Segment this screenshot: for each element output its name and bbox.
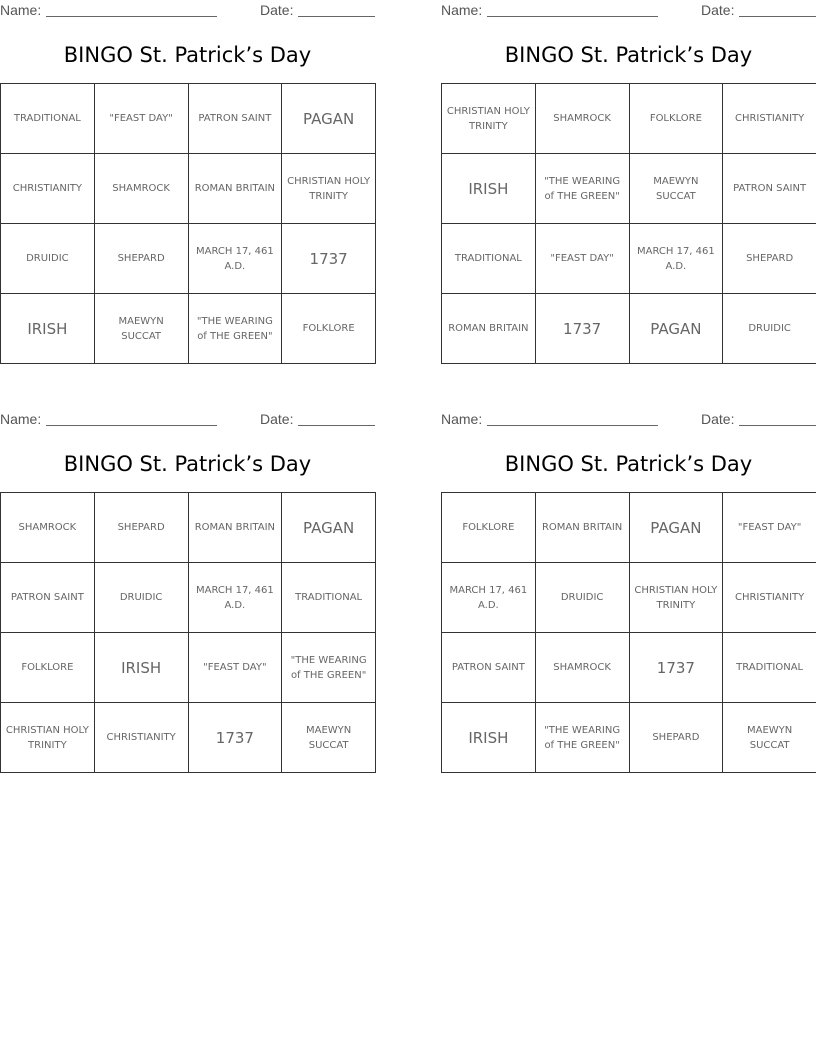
bingo-cell: PAGAN [282,84,376,154]
bingo-cell: DRUIDIC [1,224,95,294]
bingo-cell: SHAMROCK [94,154,188,224]
date-label: Date: [701,2,735,18]
bingo-cell: CHRISTIANITY [723,84,816,154]
bingo-cell: SHEPARD [94,493,188,563]
name-date-row [0,411,375,429]
grid-row [1,703,376,773]
bingo-cell: CHRISTIANITY [94,703,188,773]
card-title: BINGO St. Patrick’s Day [504,43,753,67]
name-label: Name: [0,411,42,427]
bingo-cell: 1737 [282,224,376,294]
bingo-cell: IRISH [442,703,536,773]
bingo-cell: "THE WEARING of THE GREEN" [535,154,629,224]
bingo-card [441,0,816,363]
name-label: Name: [441,2,483,18]
bingo-cell: MARCH 17, 461 A.D. [188,224,282,294]
name-label: Name: [0,2,42,18]
bingo-cell: PATRON SAINT [188,84,282,154]
name-label: Name: [441,411,483,427]
bingo-cell: "FEAST DAY" [723,493,816,563]
date-label: Date: [260,2,294,18]
bingo-cell: 1737 [188,703,282,773]
bingo-cell: SHAMROCK [535,84,629,154]
grid-row [442,493,816,563]
name-blank [487,16,658,17]
bingo-cell: PAGAN [629,294,723,364]
bingo-cell: "FEAST DAY" [94,84,188,154]
bingo-card [441,409,816,772]
bingo-cell: FOLKLORE [442,493,536,563]
grid-row [1,633,376,703]
bingo-cell: PAGAN [629,493,723,563]
bingo-cell: ROMAN BRITAIN [188,493,282,563]
bingo-cell: TRADITIONAL [282,563,376,633]
grid-row [1,563,376,633]
card-title: BINGO St. Patrick’s Day [63,452,312,476]
date-blank [739,425,816,426]
bingo-cell: MAEWYN SUCCAT [723,703,816,773]
bingo-cell: CHRISTIAN HOLY TRINITY [282,154,376,224]
bingo-cell: CHRISTIAN HOLY TRINITY [442,84,536,154]
bingo-cell: SHAMROCK [1,493,95,563]
bingo-cell: DRUIDIC [723,294,816,364]
bingo-cell: MARCH 17, 461 A.D. [442,563,536,633]
name-blank [487,425,658,426]
bingo-card [0,0,375,363]
bingo-card [0,409,375,772]
bingo-cell: FOLKLORE [282,294,376,364]
bingo-grid [441,492,816,773]
date-blank [298,16,375,17]
name-date-row [441,2,816,20]
name-blank [46,425,217,426]
grid-row [442,294,816,364]
date-label: Date: [260,411,294,427]
grid-row [1,493,376,563]
bingo-cell: "THE WEARING of THE GREEN" [188,294,282,364]
bingo-cell: ROMAN BRITAIN [188,154,282,224]
bingo-cell: PATRON SAINT [442,633,536,703]
bingo-cell: DRUIDIC [535,563,629,633]
bingo-cell: ROMAN BRITAIN [535,493,629,563]
date-blank [739,16,816,17]
bingo-cell: CHRISTIAN HOLY TRINITY [629,563,723,633]
grid-row [1,154,376,224]
bingo-cell: MARCH 17, 461 A.D. [188,563,282,633]
date-label: Date: [701,411,735,427]
grid-row [442,703,816,773]
bingo-cell: "FEAST DAY" [188,633,282,703]
bingo-cell: IRISH [1,294,95,364]
bingo-cell: TRADITIONAL [1,84,95,154]
bingo-cell: PAGAN [282,493,376,563]
bingo-cell: MAEWYN SUCCAT [629,154,723,224]
bingo-cell: MAEWYN SUCCAT [94,294,188,364]
bingo-cell: SHEPARD [723,224,816,294]
grid-row [442,633,816,703]
bingo-cell: CHRISTIANITY [723,563,816,633]
bingo-cell: PATRON SAINT [1,563,95,633]
bingo-cell: TRADITIONAL [442,224,536,294]
date-blank [298,425,375,426]
bingo-cell: FOLKLORE [1,633,95,703]
card-title: BINGO St. Patrick’s Day [504,452,753,476]
grid-row [1,224,376,294]
bingo-cell: SHAMROCK [535,633,629,703]
bingo-cell: SHEPARD [629,703,723,773]
grid-row [442,563,816,633]
grid-row [1,84,376,154]
card-title: BINGO St. Patrick’s Day [63,43,312,67]
bingo-cell: IRISH [94,633,188,703]
bingo-cell: 1737 [535,294,629,364]
grid-row [442,154,816,224]
bingo-cell: "THE WEARING of THE GREEN" [282,633,376,703]
bingo-cell: CHRISTIAN HOLY TRINITY [1,703,95,773]
bingo-cell: SHEPARD [94,224,188,294]
bingo-cell: MARCH 17, 461 A.D. [629,224,723,294]
grid-row [442,224,816,294]
bingo-grid [0,492,376,773]
bingo-cell: 1737 [629,633,723,703]
bingo-grid [0,83,376,364]
bingo-cell: ROMAN BRITAIN [442,294,536,364]
name-date-row [441,411,816,429]
bingo-cell: DRUIDIC [94,563,188,633]
bingo-cell: PATRON SAINT [723,154,816,224]
bingo-cell: "THE WEARING of THE GREEN" [535,703,629,773]
bingo-cell: FOLKLORE [629,84,723,154]
bingo-cell: CHRISTIANITY [1,154,95,224]
bingo-cell: TRADITIONAL [723,633,816,703]
bingo-cell: "FEAST DAY" [535,224,629,294]
grid-row [442,84,816,154]
bingo-grid [441,83,816,364]
name-blank [46,16,217,17]
bingo-cell: MAEWYN SUCCAT [282,703,376,773]
grid-row [1,294,376,364]
bingo-cell: IRISH [442,154,536,224]
name-date-row [0,2,375,20]
